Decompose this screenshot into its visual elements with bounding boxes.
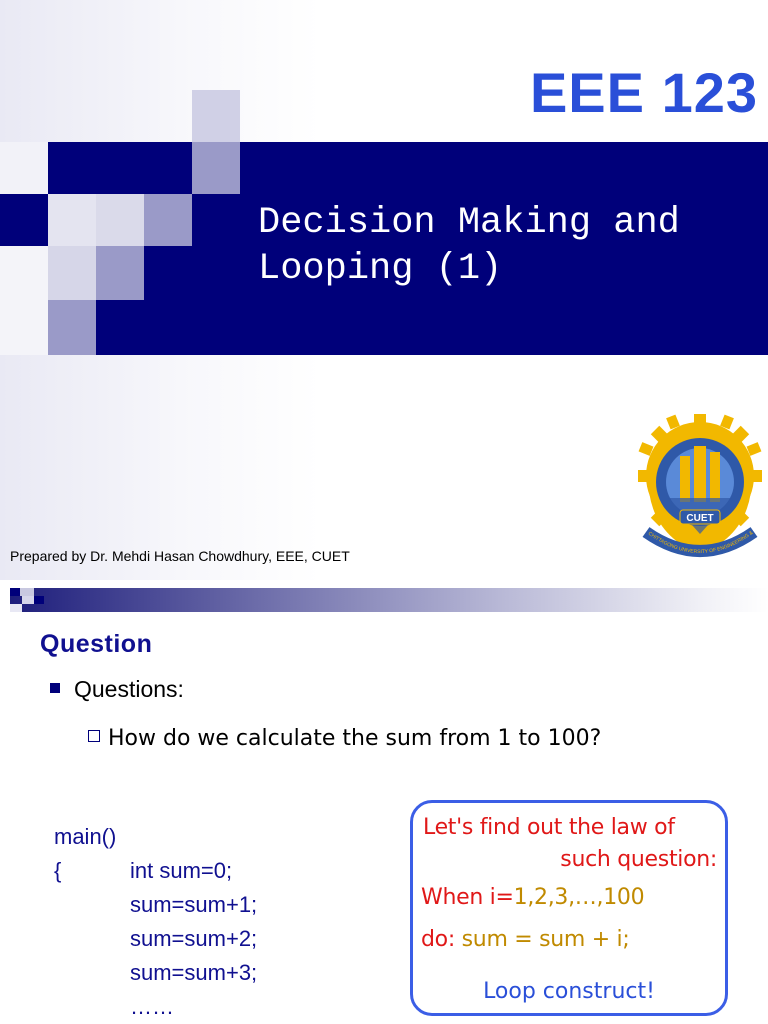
deco-square <box>48 300 96 355</box>
course-code: EEE 123 <box>529 61 758 124</box>
deco-square <box>192 142 240 194</box>
callout-label: do: <box>421 927 462 952</box>
code-line <box>54 922 257 956</box>
code-text: sum=sum+1; <box>130 892 258 917</box>
callout-line5: Loop construct! <box>483 979 655 1004</box>
slide-title-line1: Decision Making and <box>258 202 680 244</box>
code-text: sum=sum+2; <box>130 926 258 951</box>
deco-square <box>0 596 10 604</box>
callout-line4 <box>421 927 629 952</box>
square-bullet-icon <box>50 683 60 693</box>
code-text: main() <box>54 824 117 849</box>
code-text: sum=sum+3; <box>130 960 258 985</box>
cuet-logo <box>638 414 762 566</box>
deco-square <box>144 194 192 246</box>
deco-square <box>10 604 22 612</box>
deco-square <box>22 596 34 604</box>
callout-line2: such question: <box>560 847 717 872</box>
deco-square <box>48 246 96 300</box>
deco-square <box>48 194 96 246</box>
deco-square <box>0 604 10 612</box>
logo-ring-text: CHITTAGONG UNIVERSITY OF ENGINEERING & <box>646 529 755 556</box>
header-bar <box>0 588 768 612</box>
code-text: …… <box>130 994 174 1019</box>
question-slide <box>0 580 768 1024</box>
hollow-square-bullet-icon <box>88 730 100 742</box>
slide-heading: Question <box>40 630 153 658</box>
deco-square <box>0 588 10 596</box>
code-block <box>54 820 257 1024</box>
deco-square <box>20 588 34 596</box>
callout-value: sum = sum + i; <box>461 927 630 952</box>
bullet-level1-text: Questions: <box>74 676 184 702</box>
bullet-level2-text: How do we calculate the sum from 1 to 100? <box>108 726 602 751</box>
code-line <box>54 956 257 990</box>
deco-square <box>10 588 20 596</box>
code-brace: { <box>54 858 62 883</box>
deco-square <box>96 194 144 246</box>
deco-square <box>0 246 48 355</box>
bullet-level2 <box>88 726 601 751</box>
callout-line3 <box>421 885 644 910</box>
deco-square <box>96 246 144 300</box>
callout-box <box>410 800 728 1016</box>
code-line <box>54 990 257 1024</box>
code-text: int sum=0; <box>130 858 233 883</box>
prepared-by: Prepared by Dr. Mehdi Hasan Chowdhury, EEE, CUET <box>10 548 350 564</box>
code-line <box>54 854 257 888</box>
deco-square <box>34 596 44 604</box>
callout-value: 1,2,3,…,100 <box>513 885 645 910</box>
callout-line1: Let's find out the law of <box>423 815 675 840</box>
callout-label: When i= <box>421 885 514 910</box>
slide-title-line2: Looping (1) <box>258 248 503 290</box>
logo-text: CUET <box>686 513 714 524</box>
deco-square <box>0 142 48 194</box>
code-line <box>54 888 257 922</box>
deco-square <box>192 90 240 142</box>
code-line <box>54 820 257 854</box>
slide-title <box>258 200 758 292</box>
bullet-level1 <box>50 676 184 703</box>
